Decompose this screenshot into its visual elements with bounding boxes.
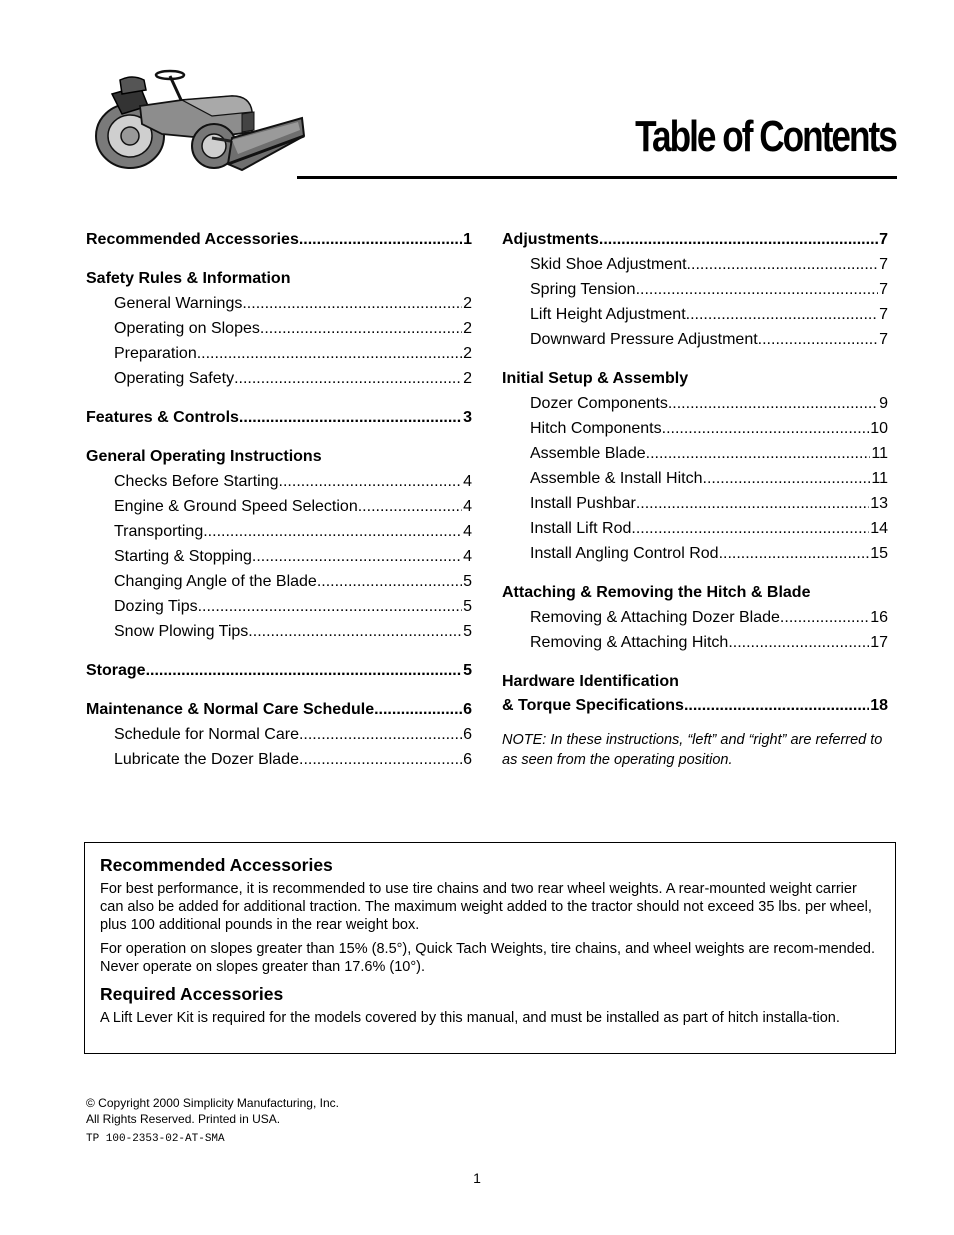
toc-dot-leader [631, 516, 869, 541]
toc-dot-leader [203, 519, 462, 544]
toc-page-number: 7 [879, 231, 888, 248]
toc-major-entry[interactable] [86, 406, 472, 430]
toc-page-number: 2 [463, 320, 472, 337]
toc-entry-label: Install Pushbar [530, 495, 636, 512]
recommended-accessories-para-2: For operation on slopes greater than 15% (8.5°), Quick Tach Weights, tire chains, and wheel weights are recom-mended. Never operate on slopes greater than 17.6% (10°). [100, 941, 875, 975]
toc-page-number: 6 [463, 701, 472, 718]
toc-page-number: 9 [879, 395, 888, 412]
toc-dot-leader [260, 316, 462, 341]
toc-page-number: 4 [463, 498, 472, 515]
toc-spacer [502, 352, 888, 367]
toc-page-number: 3 [463, 409, 472, 426]
toc-major-entry[interactable] [86, 698, 472, 722]
toc-major-entry[interactable] [86, 659, 472, 683]
toc-sub-entry[interactable] [502, 277, 888, 302]
toc-entry-label: Spring Tension [530, 281, 636, 298]
toc-sub-entry[interactable] [502, 541, 888, 566]
toc-dot-leader [252, 544, 462, 569]
toc-page-number: 6 [463, 726, 472, 743]
toc-sub-entry[interactable] [86, 569, 472, 594]
toc-page-number: 14 [870, 520, 888, 537]
toc-page-number: 5 [463, 623, 472, 640]
toc-page-number: 2 [463, 345, 472, 362]
page-title: Table of Contents [635, 112, 896, 161]
toc-page-number: 7 [879, 331, 888, 348]
toc-dot-leader [636, 491, 869, 516]
toc-entry-label: Transporting [114, 523, 204, 540]
toc-sub-entry[interactable] [86, 594, 472, 619]
toc-entry-label: Checks Before Starting [114, 473, 279, 490]
toc-sub-entry[interactable] [502, 491, 888, 516]
toc-dot-leader [242, 291, 462, 316]
toc-page-number: 11 [871, 445, 888, 462]
toc-entry-label: Starting & Stopping [114, 548, 252, 565]
toc-page-number: 4 [463, 548, 472, 565]
toc-spacer [502, 566, 888, 581]
toc-dot-leader [703, 466, 871, 491]
toc-dot-leader [317, 569, 462, 594]
toc-page-number: 13 [870, 495, 888, 512]
toc-page-number: 18 [870, 697, 888, 714]
toc-sub-entry[interactable] [502, 466, 888, 491]
toc-sub-entry[interactable] [86, 519, 472, 544]
toc-section-heading: Safety Rules & Information [86, 270, 291, 287]
toc-entry-label: Skid Shoe Adjustment [530, 256, 687, 273]
toc-spacer [86, 252, 472, 267]
accessories-box [84, 842, 896, 1054]
toc-entry-label: Hitch Components [530, 420, 662, 437]
orientation-note: NOTE: In these instructions, “left” and “right” are referred to as seen from the operating position. [502, 732, 883, 768]
toc-entry-label: Engine & Ground Speed Selection [114, 498, 358, 515]
toc-entry-label: Assemble & Install Hitch [530, 470, 703, 487]
toc-dot-leader [719, 541, 870, 566]
toc-dot-leader [299, 228, 462, 252]
toc-sub-entry[interactable] [86, 494, 472, 519]
toc-entry-label: Recommended Accessories [86, 231, 299, 248]
toc-dot-leader [358, 494, 462, 519]
toc-page-number: 1 [463, 231, 472, 248]
toc-sub-entry[interactable] [86, 366, 472, 391]
recommended-accessories-para-1: For best performance, it is recommended to use tire chains and two rear wheel weights. A rear-mounted weight carrier can also be added for additional traction. The maximum weight added to the tractor should not exceed 35 lbs. per wheel, plus 100 additional pounds in the rear weight box. [100, 881, 872, 933]
recommended-accessories-heading: Recommended Accessories [100, 855, 333, 875]
toc-page-number: 10 [870, 420, 888, 437]
toc-sub-entry[interactable] [86, 316, 472, 341]
toc-dot-leader [599, 228, 878, 252]
toc-entry-label: Dozer Components [530, 395, 668, 412]
toc-page-number: 7 [879, 256, 888, 273]
toc-spacer [86, 391, 472, 406]
toc-entry-label: Preparation [114, 345, 197, 362]
toc-sub-entry[interactable] [86, 341, 472, 366]
toc-sub-entry[interactable] [86, 291, 472, 316]
toc-entry-label: Downward Pressure Adjustment [530, 331, 758, 348]
toc-section-heading: Initial Setup & Assembly [502, 370, 689, 387]
toc-dot-leader [686, 302, 878, 327]
toc-page-number: 7 [879, 306, 888, 323]
toc-dot-leader [279, 469, 463, 494]
toc-sub-entry[interactable] [502, 516, 888, 541]
toc-sub-entry[interactable] [86, 619, 472, 644]
toc-dot-leader [636, 277, 879, 302]
toc-entry-label: Operating Safety [114, 370, 235, 387]
toc-dot-leader [646, 441, 871, 466]
toc-sub-entry[interactable] [502, 441, 888, 466]
toc-entry-label: & Torque Specifications [502, 697, 684, 714]
toc-dot-leader [197, 341, 462, 366]
toc-entry-label: Lubricate the Dozer Blade [114, 751, 299, 768]
toc-left-column [86, 228, 472, 772]
toc-entry-label: Install Lift Rod [530, 520, 632, 537]
required-accessories-heading: Required Accessories [100, 984, 284, 1004]
toc-entry-label: Storage [86, 662, 146, 679]
toc-page-number: 15 [870, 545, 888, 562]
toc-entry-label: Lift Height Adjustment [530, 306, 686, 323]
toc-page-number: 4 [463, 523, 472, 540]
title-rule [297, 176, 897, 179]
toc-sub-entry[interactable] [86, 544, 472, 569]
toc-major-entry[interactable] [502, 228, 888, 252]
toc-entry-label: Operating on Slopes [114, 320, 260, 337]
copyright [86, 1095, 339, 1127]
toc-dot-leader [239, 406, 462, 430]
toc-dot-leader [234, 366, 462, 391]
toc-entry-label: Assemble Blade [530, 445, 646, 462]
toc-dot-leader [299, 747, 462, 772]
toc-spacer [86, 644, 472, 659]
toc-entry-label: Snow Plowing Tips [114, 623, 249, 640]
toc-dot-leader [299, 722, 462, 747]
toc-dot-leader [668, 391, 878, 416]
toc-entry-label: Changing Angle of the Blade [114, 573, 317, 590]
toc-page-number: 11 [871, 470, 888, 487]
toc-dot-leader [662, 416, 870, 441]
toc-page-number: 5 [463, 573, 472, 590]
toc-entry-label: Features & Controls [86, 409, 239, 426]
copyright-line-2: All Rights Reserved. Printed in USA. [86, 1112, 281, 1126]
toc-dot-leader [374, 698, 462, 722]
toc-entry-label: Schedule for Normal Care [114, 726, 299, 743]
toc-sub-entry[interactable] [502, 630, 888, 655]
toc-dot-leader [146, 659, 463, 683]
toc-major-entry[interactable] [502, 694, 888, 718]
toc-major-entry[interactable] [86, 228, 472, 252]
toc-page-number: 7 [879, 281, 888, 298]
toc-spacer [86, 430, 472, 445]
toc-entry-label: Install Angling Control Rod [530, 545, 719, 562]
toc-sub-entry[interactable] [86, 747, 472, 772]
toc-sub-entry[interactable] [502, 416, 888, 441]
toc-page-number: 16 [870, 609, 888, 626]
toc-entry-label: Dozing Tips [114, 598, 198, 615]
toc-dot-leader [687, 252, 879, 277]
toc-entry-label: Removing & Attaching Dozer Blade [530, 609, 780, 626]
toc-sub-entry[interactable] [502, 302, 888, 327]
toc-page-number: 4 [463, 473, 472, 490]
toc-page-number: 5 [463, 598, 472, 615]
toc-dot-leader [728, 630, 869, 655]
toc-page-number: 2 [463, 295, 472, 312]
toc-dot-leader [758, 327, 878, 352]
toc-sub-entry[interactable] [502, 252, 888, 277]
toc-dot-leader [248, 619, 462, 644]
page-number: 1 [473, 1170, 481, 1186]
toc-dot-leader [198, 594, 463, 619]
toc-dot-leader [780, 605, 869, 630]
toc-page-number: 5 [463, 662, 472, 679]
part-number: TP 100-2353-02-AT-SMA [86, 1133, 225, 1145]
toc-spacer [502, 655, 888, 670]
toc-section-heading: Attaching & Removing the Hitch & Blade [502, 584, 811, 601]
toc-spacer [86, 683, 472, 698]
toc-entry-label: Maintenance & Normal Care Schedule [86, 701, 375, 718]
required-accessories-para: A Lift Lever Kit is required for the models covered by this manual, and must be installed as part of hitch installa-tion. [100, 1010, 840, 1026]
toc-right-column [502, 228, 888, 770]
toc-sub-entry[interactable] [86, 722, 472, 747]
toc-page-number: 17 [870, 634, 888, 651]
toc-sub-entry[interactable] [502, 391, 888, 416]
toc-sub-entry[interactable] [86, 469, 472, 494]
toc-page-number: 2 [463, 370, 472, 387]
toc-section-heading: Hardware Identification [502, 673, 679, 690]
tractor-dozer-illustration [92, 66, 306, 178]
toc-page-number: 6 [463, 751, 472, 768]
toc-sub-entry[interactable] [502, 605, 888, 630]
toc-section-heading: General Operating Instructions [86, 448, 322, 465]
toc-entry-label: Adjustments [502, 231, 599, 248]
copyright-line-1: © Copyright 2000 Simplicity Manufacturing, Inc. [86, 1096, 339, 1110]
toc-entry-label: Removing & Attaching Hitch [530, 634, 729, 651]
toc-dot-leader [684, 694, 869, 718]
toc-entry-label: General Warnings [114, 295, 243, 312]
toc-sub-entry[interactable] [502, 327, 888, 352]
